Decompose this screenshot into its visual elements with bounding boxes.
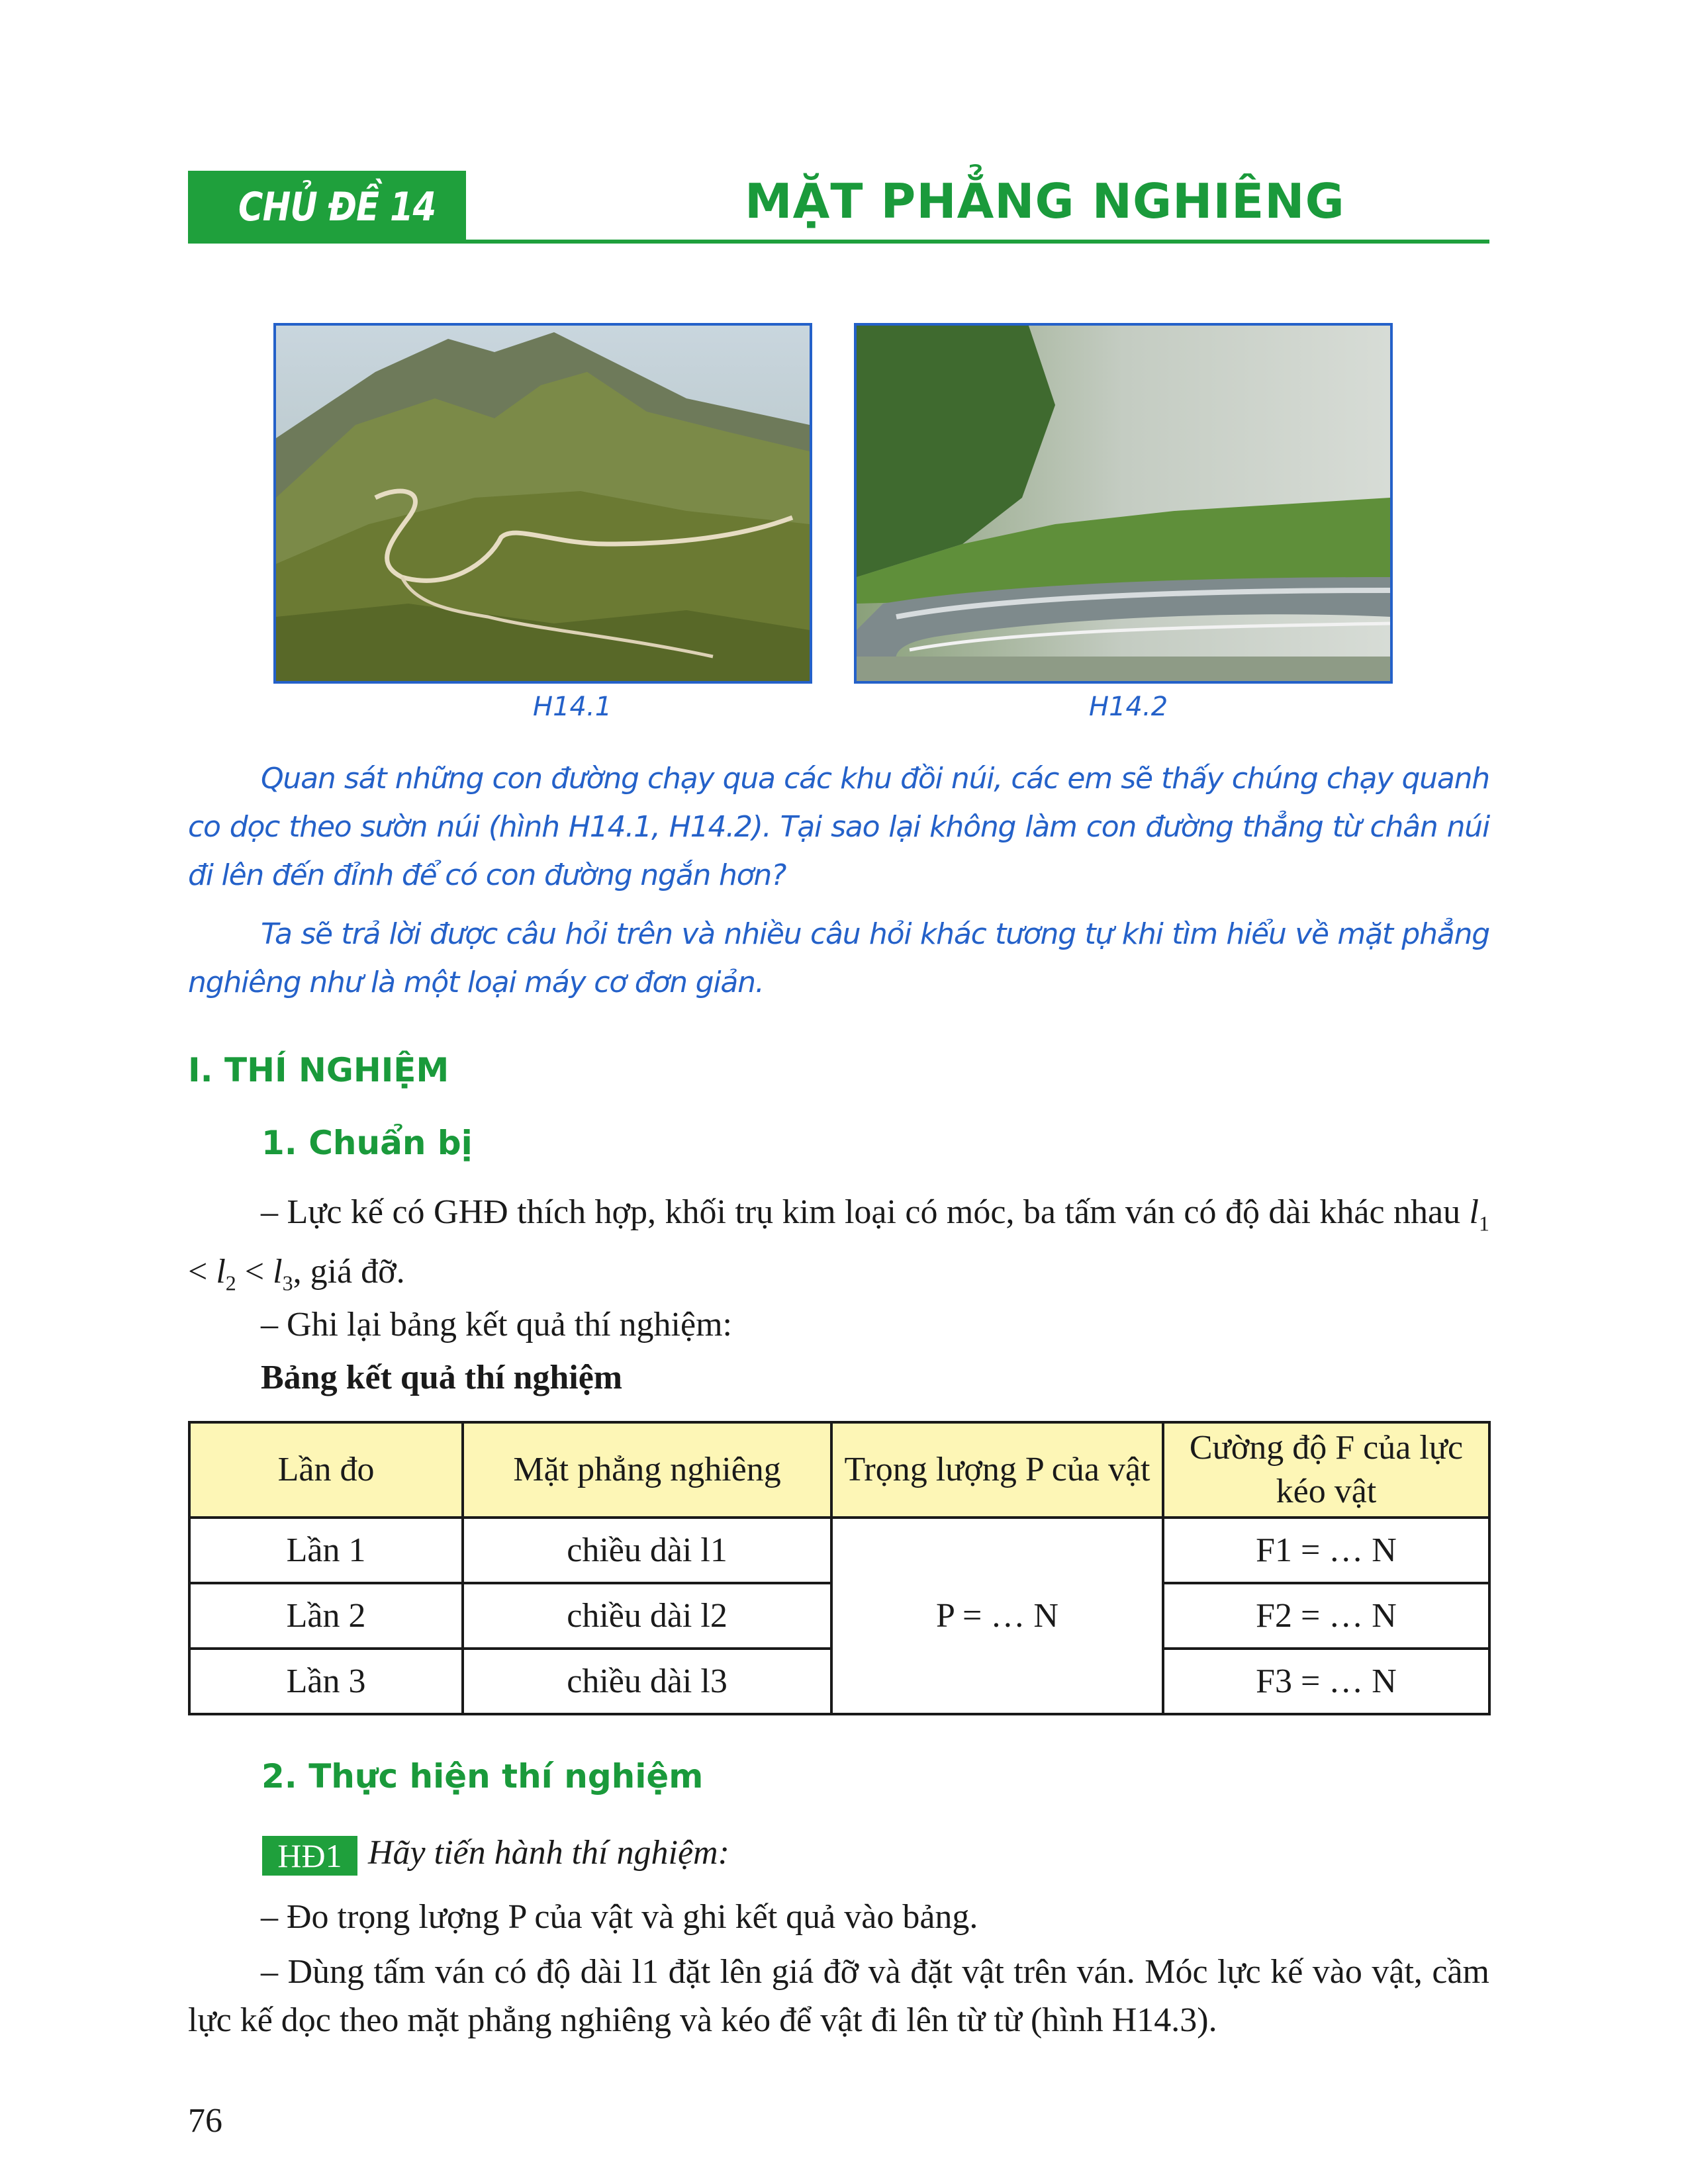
prep-paragraph: – Lực kế có GHĐ thích hợp, khối trụ kim loại có móc, ba tấm ván có độ dài khác nhau $l_1 < l_2 < l_3$, giá đỡ. <box>188 1193 1489 1295</box>
cell-f: F3 = … N <box>1163 1649 1489 1714</box>
table-row <box>189 1518 1489 1583</box>
record-line: – Ghi lại bảng kết quả thí nghiệm: <box>261 1306 732 1343</box>
cell-lan: Lần 3 <box>189 1649 463 1714</box>
caption-h14-2: H14.2 <box>1089 692 1168 722</box>
intro-paragraph-2: Ta sẽ trả lời được câu hỏi trên và nhiều câu hỏi khác tương tự khi tìm hiểu về mặt phẳng nghiêng như là một loại máy cơ đơn giản. <box>188 917 1489 999</box>
page-number: 76 <box>188 2102 222 2140</box>
prep-text-b: , giá đỡ. <box>293 1253 405 1291</box>
photo-misty-road <box>854 323 1393 684</box>
section-heading: I. THÍ NGHIỆM <box>188 1051 449 1089</box>
header-trong-luong: Trọng lượng P của vật <box>831 1422 1163 1518</box>
page-title: MẶT PHẲNG NGHIÊNG <box>745 173 1345 229</box>
cell-mat: chiều dài l3 <box>463 1649 831 1714</box>
cell-mat: chiều dài l2 <box>463 1583 831 1649</box>
cell-p-value: P = … N <box>831 1518 1163 1714</box>
header-mat-phang: Mặt phẳng nghiêng <box>463 1422 831 1518</box>
activity-instruction: Hãy tiến hành thí nghiệm: <box>368 1834 729 1872</box>
step-2: – Dùng tấm ván có độ dài l1 đặt lên giá đỡ và đặt vật trên ván. Móc lực kế vào vật, cầm lực kế dọc theo mặt phẳng nghiêng và kéo để vật đi lên từ từ (hình H14.3). <box>188 1953 1489 2039</box>
header-rule <box>188 240 1489 244</box>
table-title: Bảng kết quả thí nghiệm <box>261 1359 623 1396</box>
subsection-heading-2: 2. Thực hiện thí nghiệm <box>261 1757 704 1796</box>
subsection-heading-1: 1. Chuẩn bị <box>261 1124 473 1162</box>
cell-f: F2 = … N <box>1163 1583 1489 1649</box>
caption-h14-1: H14.1 <box>533 692 612 722</box>
cell-mat: chiều dài l1 <box>463 1518 831 1583</box>
results-table <box>188 1421 1491 1715</box>
chapter-label: CHỦ ĐỀ 14 <box>238 184 436 230</box>
prep-text-a: – Lực kế có GHĐ thích hợp, khối trụ kim loại có móc, ba tấm ván có độ dài khác nhau <box>261 1193 1470 1231</box>
cell-lan: Lần 2 <box>189 1583 463 1649</box>
intro-paragraph-1: Quan sát những con đường chạy qua các khu đồi núi, các em sẽ thấy chúng chạy quanh co dọc theo sườn núi (hình H14.1, H14.2). Tại sao lại không làm con đường thẳng từ chân núi đi lên đến đỉnh để có con đường ngắn hơn? <box>188 762 1489 892</box>
step-1: – Đo trọng lượng P của vật và ghi kết quả vào bảng. <box>261 1898 978 1936</box>
photo-mountain-road <box>273 323 812 684</box>
header-cuong-do: Cường độ F của lực kéo vật <box>1163 1422 1489 1518</box>
activity-badge: HĐ1 <box>262 1836 357 1876</box>
cell-lan: Lần 1 <box>189 1518 463 1583</box>
header-lan-do: Lần đo <box>189 1422 463 1518</box>
cell-f: F1 = … N <box>1163 1518 1489 1583</box>
